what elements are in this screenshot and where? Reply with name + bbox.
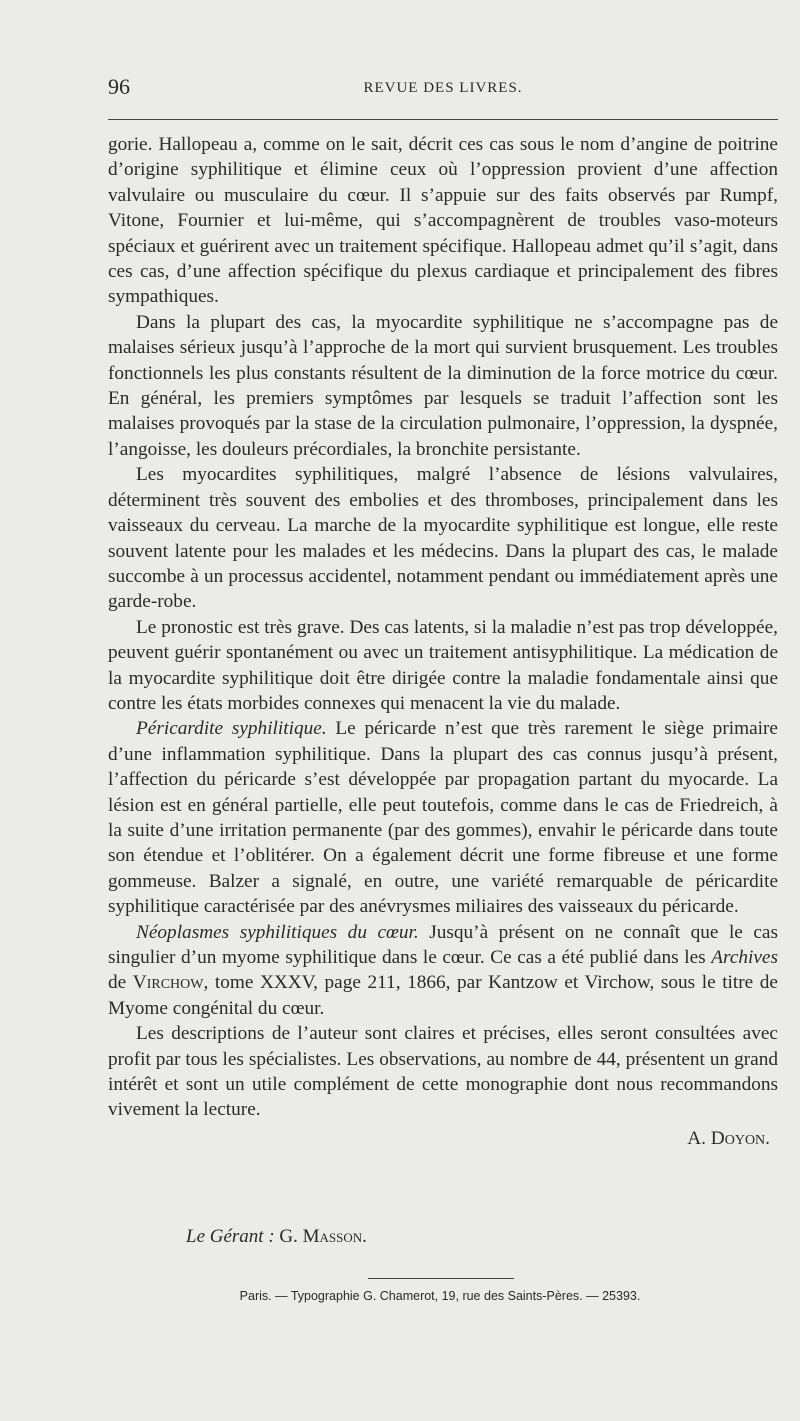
article-body [108, 132, 778, 1151]
header-rule [108, 119, 778, 120]
paragraph-5 [108, 716, 778, 919]
footer-rule [368, 1278, 514, 1279]
paragraph-7: Les descriptions de l’auteur sont claires et précises, elles seront consultées avec profit par tous les spécialistes. Les observations, au nombre de 44, présentent un grand intérêt et sont un utile complément de cette monographie dont nous recommandons vivement la lecture. [108, 1023, 778, 1121]
paragraph-1: gorie. Hallopeau a, comme on le sait, décrit ces cas sous le nom d’angine de poitrine d’origine syphilitique et élimine ceux où l’oppression provient d’une affection valvulaire ou musculaire du cœur. Il s’appuie sur des faits observés par Rumpf, Vitone, Fournier et lui-même, qui s’accompagnèrent de troubles vaso-moteurs spéciaux et guérirent avec un traitement spécifique. Hallopeau admet qu’il s’agit, dans ces cas, d’une affection spécifique du plexus cardiaque et principalement des fibres sympathiques. [108, 134, 778, 308]
page-header [108, 74, 778, 104]
gerant-label: Le Gérant : [186, 1226, 275, 1247]
virchow-name: Virchow [132, 972, 204, 994]
paragraph-4: Le pronostic est très grave. Des cas latents, si la maladie n’est pas trop développée, peuvent guérir spontanément ou avec un traitement antisyphilitique. La médication de la myocardite syphilitique doit être dirigée contre la maladie fondamentale ainsi que contre les états morbides connexes qui menacent la vie du malade. [108, 616, 778, 714]
section-heading-neoplasmes: Néoplasmes syphilitiques du cœur. [136, 921, 419, 943]
section-heading-pericardite: Péricardite syphilitique. [136, 718, 327, 740]
paragraph-6-text-c: , tome XXXV, page 211, 1866, par Kantzow et Virchow, sous le titre de Myome congénital du cœur. [108, 972, 778, 1019]
paragraph-6-text-b: de [108, 972, 133, 994]
gerant-name: G. Masson. [274, 1226, 367, 1247]
paragraph-6 [108, 920, 778, 1022]
paragraph-5-text: Le péricarde n’est que très rarement le siège primaire d’une inflammation syphilitique. Dans la plupart des cas connus jusqu’à présent, l’affection du péricarde s’est développée par propagation partant du myocarde. La lésion est en général partielle, elle peut toutefois, comme dans le cas de Friedreich, à la suite d’une irritation permanente (par des gommes), envahir le péricarde dans toute son étendue et l’oblitérer. On a également décrit une forme fibreuse et une forme gommeuse. Balzer a signalé, en outre, une variété remarquable de péricardite syphilitique caractérisée par des anévrysmes miliaires des vaisseaux du péricarde. [108, 718, 778, 918]
author-signature: A. Doyon. [687, 1127, 770, 1149]
running-title: REVUE DES LIVRES. [363, 80, 523, 96]
printer-imprint: Paris. — Typographie G. Chamerot, 19, rue des Saints-Pères. — 25393. [239, 1289, 641, 1303]
paragraph-2: Dans la plupart des cas, la myocardite syphilitique ne s’accompagne pas de malaises sérieux jusqu’à l’approche de la mort qui survient brusquement. Les troubles fonctionnels les plus constants résultent de la diminution de la force motrice du cœur. En général, les premiers symptômes par lesquels se traduit l’affection sont les malaises provoqués par la stase de la circulation pulmonaire, l’oppression, la dyspnée, l’angoisse, les douleurs précordiales, la bronchite persistante. [108, 311, 778, 460]
gerant-line [186, 1226, 367, 1248]
paragraph-3: Les myocardites syphilitiques, malgré l’absence de lésions valvulaires, déterminent très souvent des embolies et des thromboses, principalement dans les vaisseaux du cerveau. La marche de la myocardite syphilitique est longue, elle reste souvent latente pour les malades et les médecins. Dans la plupart des cas, le malade succombe à un processus accidentel, notamment pendant ou immédiatement après une garde-robe. [108, 464, 778, 613]
archives-title: Archives [711, 947, 778, 968]
paragraph-6-text-a: Jusqu’à présent on ne connaît que le cas singulier d’un myome syphilitique dans le cœur. Ce cas a été publié dans les [108, 921, 778, 968]
page-number: 96 [108, 74, 130, 99]
